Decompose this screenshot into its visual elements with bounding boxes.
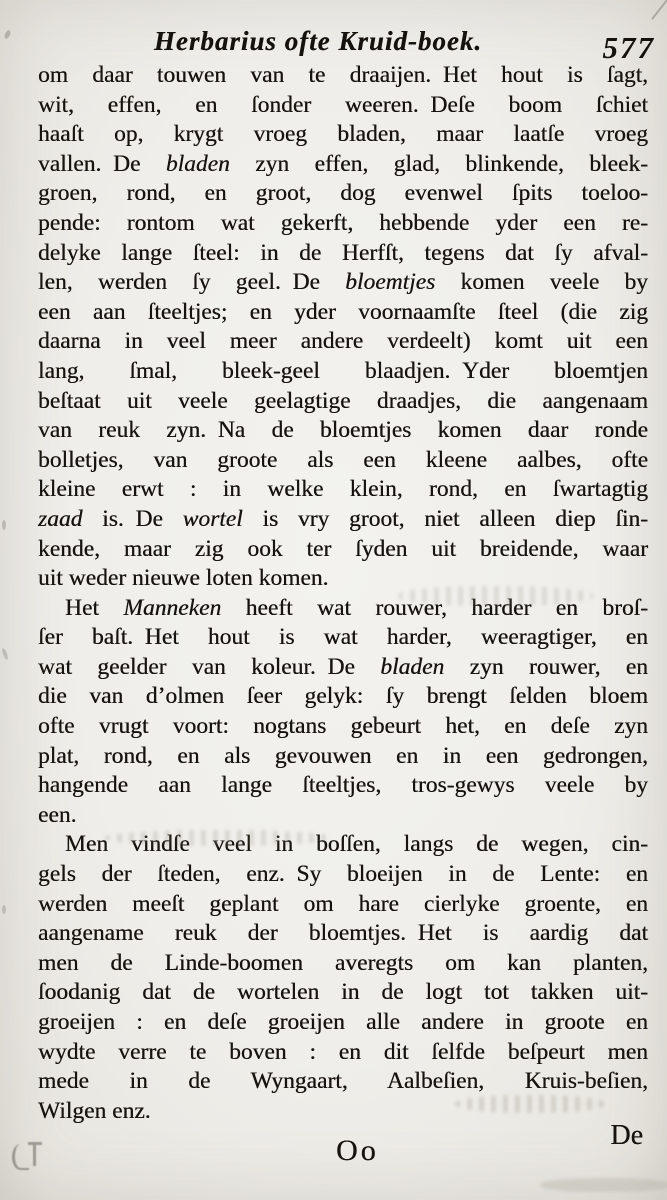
text-line <box>38 416 648 446</box>
text-segment: Men vindſe veel in boſſen, langs de wegen, cin- <box>65 831 648 858</box>
text-line <box>38 771 648 801</box>
text-line <box>38 949 648 979</box>
italic-text-segment: wortel <box>182 505 243 532</box>
speck-artifact <box>1 648 9 661</box>
text-segment: pende: rontom wat gekerft, hebbende yder een re- <box>38 209 648 236</box>
text-segment: wit, effen, en ſonder weeren. Deſe boom ſchiet <box>38 91 648 118</box>
text-line <box>38 91 648 121</box>
text-segment: ofte vrugt voort: nogtans gebeurt het, en deſe zyn <box>38 713 648 740</box>
text-segment: vallen. De <box>38 150 166 177</box>
text-line <box>38 1038 648 1068</box>
text-segment: zyn effen, glad, blinkende, bleek- <box>229 150 648 177</box>
text-segment: plat, rond, en als gevouwen en in een gedrongen, <box>38 742 648 769</box>
text-line <box>38 357 648 387</box>
text-line <box>38 179 648 209</box>
text-segment: daarna in veel meer andere verdeelt) komt uit een <box>38 328 648 355</box>
text-segment: een aan ſteeltjes; en yder voornaamſte ſteel (die zig <box>38 298 648 325</box>
text-segment: lang, ſmal, bleek-geel blaadjen. Yder bloemtjen <box>38 357 648 384</box>
text-line <box>38 742 648 772</box>
text-segment: is vry groot, niet alleen diep ſin- <box>242 505 649 532</box>
text-segment: uit weder nieuwe loten komen. <box>38 565 329 592</box>
text-line <box>38 712 648 742</box>
italic-text-segment: bladen <box>165 150 230 177</box>
text-line <box>38 505 648 535</box>
text-line <box>38 1067 648 1097</box>
speck-artifact <box>2 520 6 530</box>
text-segment: kleine erwt : in welke klein, rond, en ſwartagtig <box>38 476 648 503</box>
text-segment: werden meeſt geplant om hare cierlyke groente, en <box>38 890 648 917</box>
show-through-artifact <box>455 1095 605 1113</box>
text-segment: beſtaat uit veele geelagtige draadjes, die aangenaam <box>38 387 648 414</box>
text-line <box>38 860 648 890</box>
text-segment: ſoodanig dat de wortelen in de logt tot takken uit- <box>38 979 648 1006</box>
text-segment: haaſt op, krygt vroeg bladen, maar laatſe vroeg <box>38 121 648 148</box>
signature-mark: Oo <box>336 1134 379 1167</box>
text-segment: wat geelder van koleur. De <box>38 653 381 680</box>
text-segment: zyn rouwer, en <box>444 653 648 680</box>
text-segment: delyke lange ſteel: in de Herfſt, tegens dat ſy afval- <box>38 239 648 266</box>
text-line <box>38 682 648 712</box>
text-segment: groeijen : en deſe groeijen alle andere in groote en <box>38 1009 648 1035</box>
header-title: Herbarius ofte Kruid-boek. <box>153 26 483 56</box>
text-segment: Wilgen enz. <box>38 1097 151 1124</box>
text-segment: gels der ſteden, enz. Sy bloeijen in de Lente: en <box>38 861 648 888</box>
text-segment: is. De <box>82 505 183 532</box>
text-line <box>38 653 648 683</box>
text-segment: heeft wat rouwer, harder en broſ- <box>221 594 648 621</box>
text-segment: groen, rond, en groot, dog evenwel ſpits toeloo- <box>38 180 648 207</box>
text-line <box>38 623 648 653</box>
show-through-artifact <box>540 1178 667 1192</box>
corner-mark-artifact <box>651 0 667 20</box>
text-line <box>38 150 648 180</box>
text-line <box>38 387 648 417</box>
text-segment: len, werden ſy geel. De <box>38 269 346 296</box>
ink-blot-artifact <box>12 1136 46 1172</box>
text-line <box>38 446 648 476</box>
text-segment: mede in de Wyngaart, Aalbeſien, Kruis-beſien, <box>38 1068 648 1095</box>
show-through-artifact <box>398 586 593 606</box>
text-line <box>38 268 648 298</box>
text-line <box>38 978 648 1008</box>
page-number: 577 <box>602 30 655 65</box>
text-line <box>38 120 648 150</box>
text-segment: wydte verre te boven : en dit ſelfde beſpeurt men <box>38 1038 648 1065</box>
text-segment: aangename reuk der bloemtjes. Het is aardig dat <box>38 920 648 947</box>
italic-text-segment: bloemtjes <box>345 269 436 296</box>
text-segment: die van d’olmen ſeer gelyk: ſy brengt ſelden bloem <box>38 683 648 710</box>
text-line <box>38 535 648 565</box>
text-line <box>38 209 648 239</box>
italic-text-segment: bladen <box>380 653 445 680</box>
text-segment: bolletjes, van groote als een kleene aalbes, ofte <box>38 446 648 473</box>
catchword: De <box>610 1120 643 1151</box>
text-line <box>38 298 648 328</box>
text-line <box>38 61 648 91</box>
text-segment: men de Linde-boomen averegts om kan planten, <box>38 949 648 976</box>
text-segment: om daar touwen van te draaijen. Het hout is ſagt, <box>38 62 648 88</box>
speck-artifact <box>2 905 6 914</box>
text-segment: hangende aan lange ſteeltjes, tros-gewys veele by <box>38 772 648 799</box>
text-segment: ſer baſt. Het hout is wat harder, weeragtiger, en <box>38 624 648 651</box>
text-segment: kende, maar zig ook ter ſyden uit breidende, waar <box>38 535 648 562</box>
running-header <box>38 26 598 57</box>
text-line <box>38 475 648 505</box>
italic-text-segment: Manneken <box>123 594 222 621</box>
text-line <box>38 327 648 357</box>
show-through-artifact <box>105 830 330 846</box>
text-line <box>38 1008 648 1038</box>
text-line <box>38 890 648 920</box>
italic-text-segment: zaad <box>38 505 83 532</box>
text-segment: Het <box>65 594 124 621</box>
text-segment: een. <box>38 801 77 828</box>
text-segment: komen veele by <box>435 269 649 296</box>
text-line <box>38 919 648 949</box>
text-segment: van reuk zyn. Na de bloemtjes komen daar ronde <box>38 417 648 444</box>
speck-artifact <box>3 29 11 39</box>
text-line <box>38 801 648 831</box>
text-line <box>38 239 648 269</box>
